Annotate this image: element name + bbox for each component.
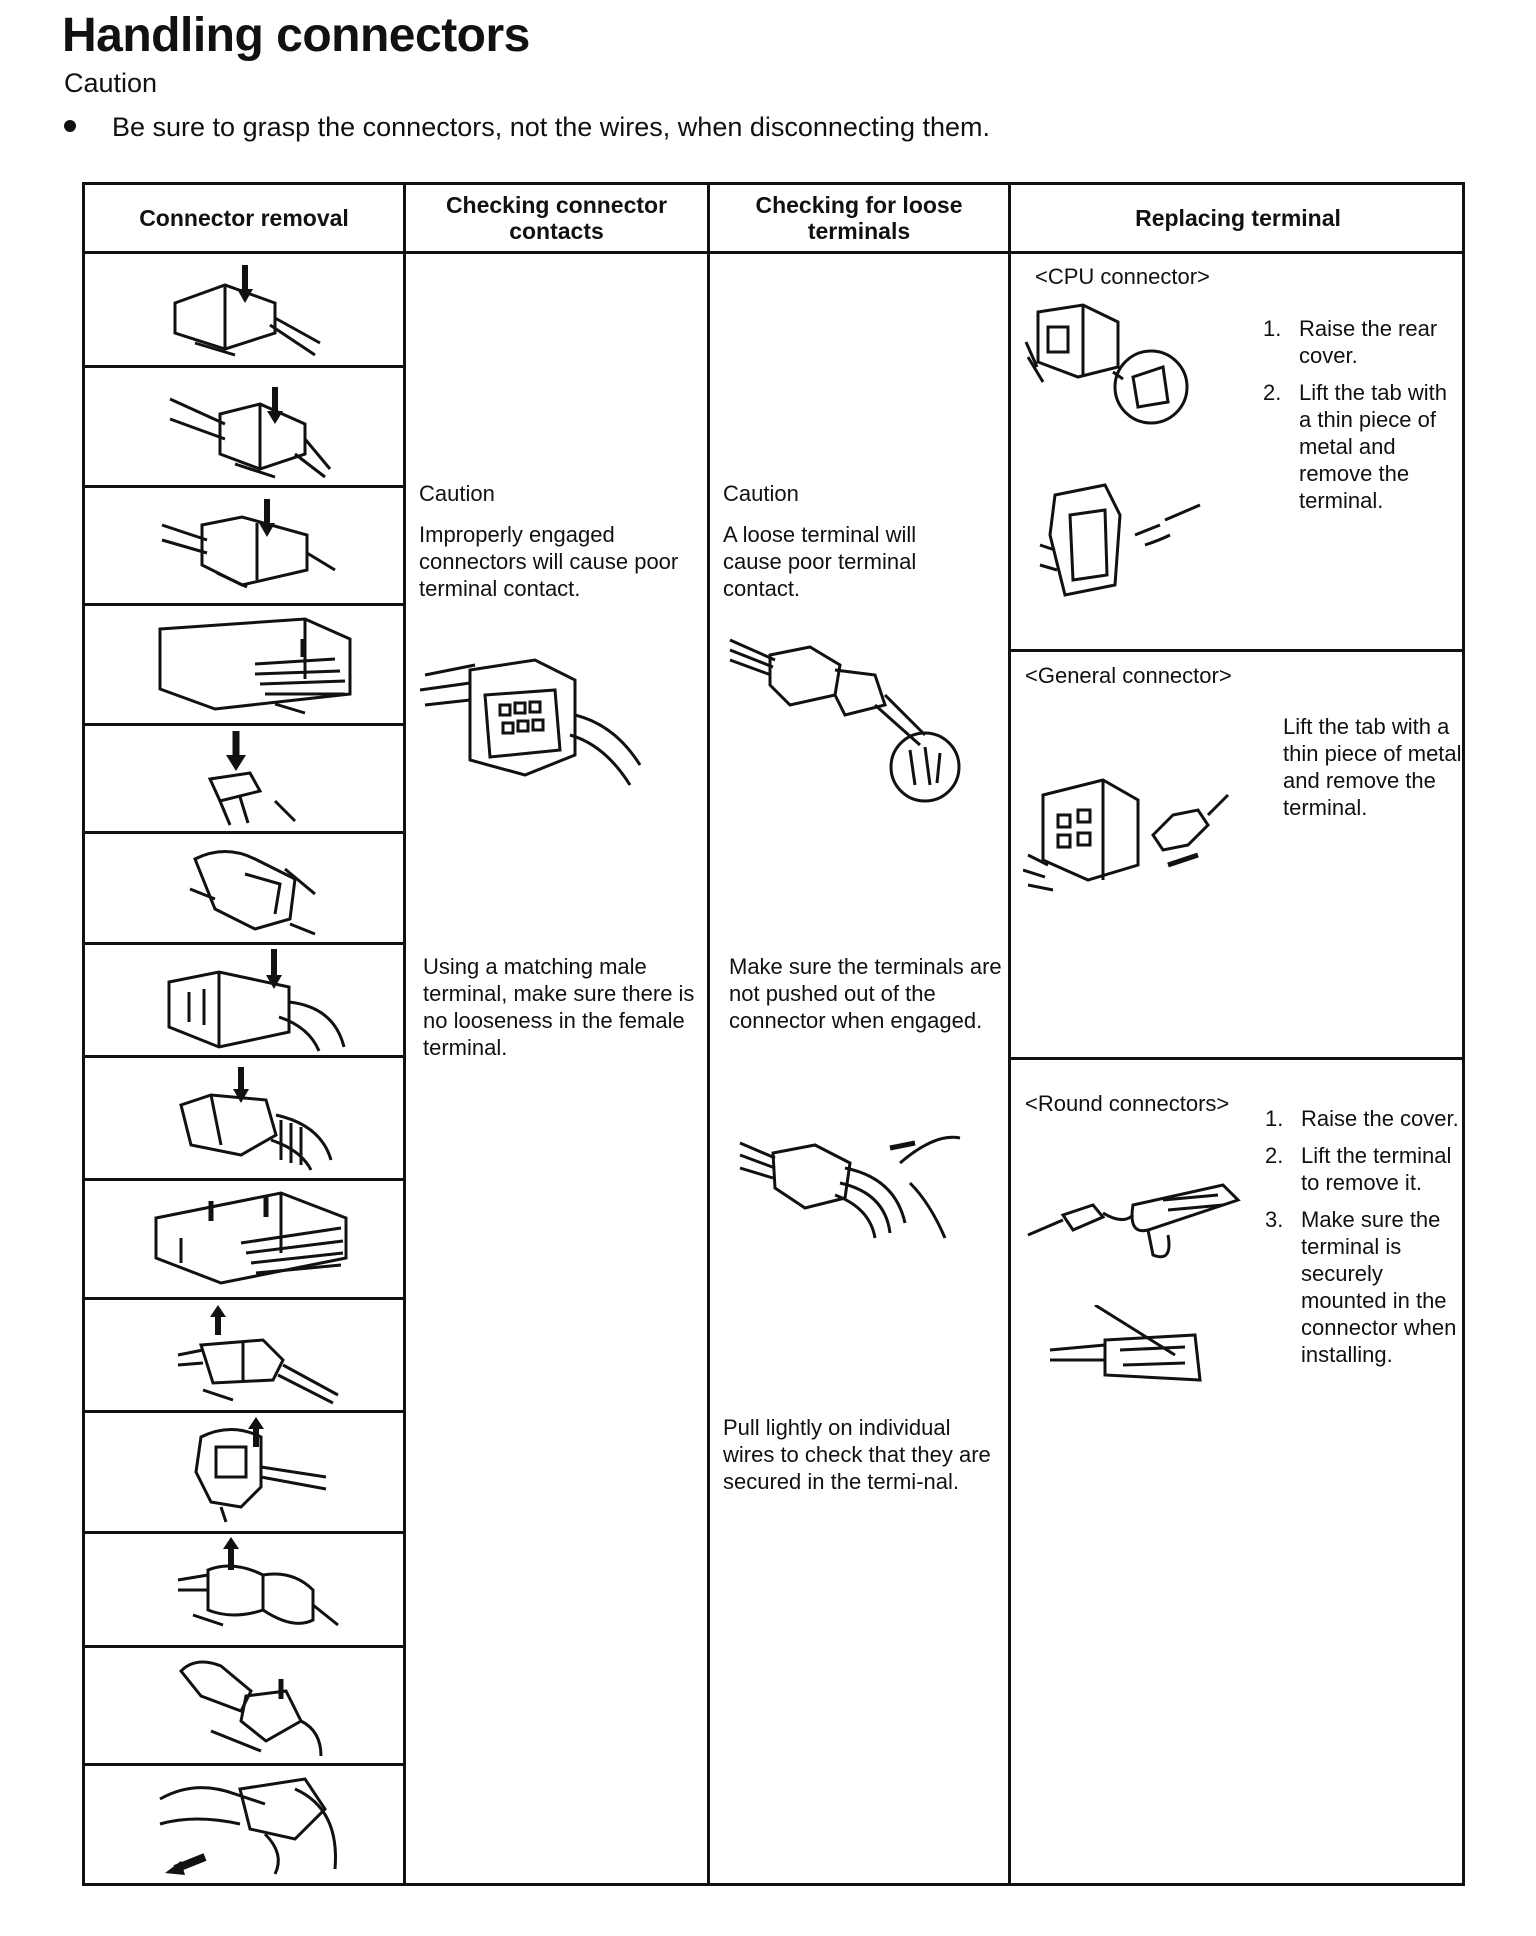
cpu-step (1263, 379, 1463, 514)
section-divider (1008, 649, 1462, 652)
connector-illustration (173, 1535, 343, 1641)
round-step-text: Lift the terminal to remove it. (1301, 1143, 1452, 1195)
loose-terminal-illustration (725, 635, 965, 805)
loose-caution-label: Caution (723, 481, 799, 506)
step-number: 1. (1265, 1106, 1284, 1131)
connector-illustration (171, 1651, 341, 1759)
contacts-caution-text: Improperly engaged connectors will cause poor terminal contact. (419, 522, 679, 601)
connector-illustration (165, 263, 325, 359)
round-step (1265, 1206, 1465, 1368)
row-divider (85, 1410, 403, 1413)
round-steps (1265, 1105, 1465, 1378)
contacts-caution-label: Caution (419, 481, 495, 506)
connector-illustration (157, 495, 337, 595)
caution-bullet (64, 112, 990, 143)
step-number: 2. (1265, 1143, 1284, 1168)
connector-illustration (173, 1305, 343, 1405)
cpu-steps (1263, 315, 1463, 524)
loose-instruction-1: Make sure the terminals are not pushed out of the connector when engaged. (729, 954, 1002, 1033)
step-number: 2. (1263, 380, 1282, 405)
header-checking-loose: Checking for loose terminals (755, 192, 963, 244)
header-connector-removal: Connector removal (139, 205, 349, 231)
header-divider (85, 251, 1462, 254)
caution-bullet-text: Be sure to grasp the connectors, not the wires, when disconnecting them. (112, 112, 990, 142)
row-divider (85, 365, 403, 368)
connector-illustration (155, 609, 355, 717)
col-divider (403, 185, 406, 1883)
round-step (1265, 1142, 1465, 1196)
row-divider (85, 831, 403, 834)
caution-label: Caution (64, 68, 158, 98)
cpu-connector-illustration (1023, 297, 1193, 427)
round-step (1265, 1105, 1465, 1132)
row-divider (85, 485, 403, 488)
row-divider (85, 1297, 403, 1300)
row-divider (85, 1645, 403, 1648)
connector-contact-illustration (415, 645, 645, 795)
round-connector-illustration (1023, 1175, 1243, 1265)
connector-illustration (171, 1065, 341, 1173)
cpu-step (1263, 315, 1463, 369)
row-divider (85, 1055, 403, 1058)
section-divider (1008, 1057, 1462, 1060)
round-connectors-title: <Round connectors> (1025, 1091, 1230, 1116)
connector-illustration (159, 947, 349, 1053)
step-number: 1. (1263, 316, 1282, 341)
header-replacing-terminal: Replacing terminal (1135, 205, 1341, 231)
row-divider (85, 1178, 403, 1181)
connector-illustration (200, 731, 310, 827)
general-connector-illustration (1023, 755, 1233, 905)
connector-illustration (155, 1769, 355, 1879)
general-connector-title: <General connector> (1025, 663, 1232, 688)
general-connector-text: Lift the tab with a thin piece of metal and remove the terminal. (1283, 714, 1462, 820)
pull-wire-illustration (735, 1123, 965, 1243)
row-divider (85, 942, 403, 945)
connector-illustration (165, 379, 335, 479)
loose-caution-text: A loose terminal will cause poor terminal contact. (723, 522, 917, 601)
connector-illustration (181, 1417, 331, 1525)
col-divider (707, 185, 710, 1883)
cpu-terminal-illustration (1035, 475, 1205, 605)
connector-illustration (185, 839, 325, 939)
connector-table (82, 182, 1465, 1886)
round-step-text: Raise the cover. (1301, 1106, 1459, 1131)
contacts-instruction: Using a matching male terminal, make sure there is no looseness in the female terminal. (423, 954, 695, 1060)
bullet-icon (64, 120, 76, 132)
connector-illustration (151, 1183, 351, 1293)
round-terminal-illustration (1045, 1305, 1205, 1395)
cpu-connector-title: <CPU connector> (1035, 264, 1210, 289)
row-divider (85, 1763, 403, 1766)
cpu-step-text: Raise the rear cover. (1299, 316, 1438, 368)
step-number: 3. (1265, 1207, 1284, 1232)
round-step-text: Make sure the terminal is securely mounted in the connector when installing. (1301, 1207, 1457, 1367)
cpu-step-text: Lift the tab with a thin piece of metal and remove the terminal. (1299, 380, 1447, 513)
row-divider (85, 723, 403, 726)
header-checking-contacts: Checking connector contacts (445, 192, 668, 244)
col-divider (1008, 185, 1011, 1883)
page-title: Handling connectors (62, 9, 530, 62)
row-divider (85, 603, 403, 606)
row-divider (85, 1531, 403, 1534)
loose-instruction-2: Pull lightly on individual wires to check that they are secured in the termi-nal. (723, 1415, 991, 1494)
